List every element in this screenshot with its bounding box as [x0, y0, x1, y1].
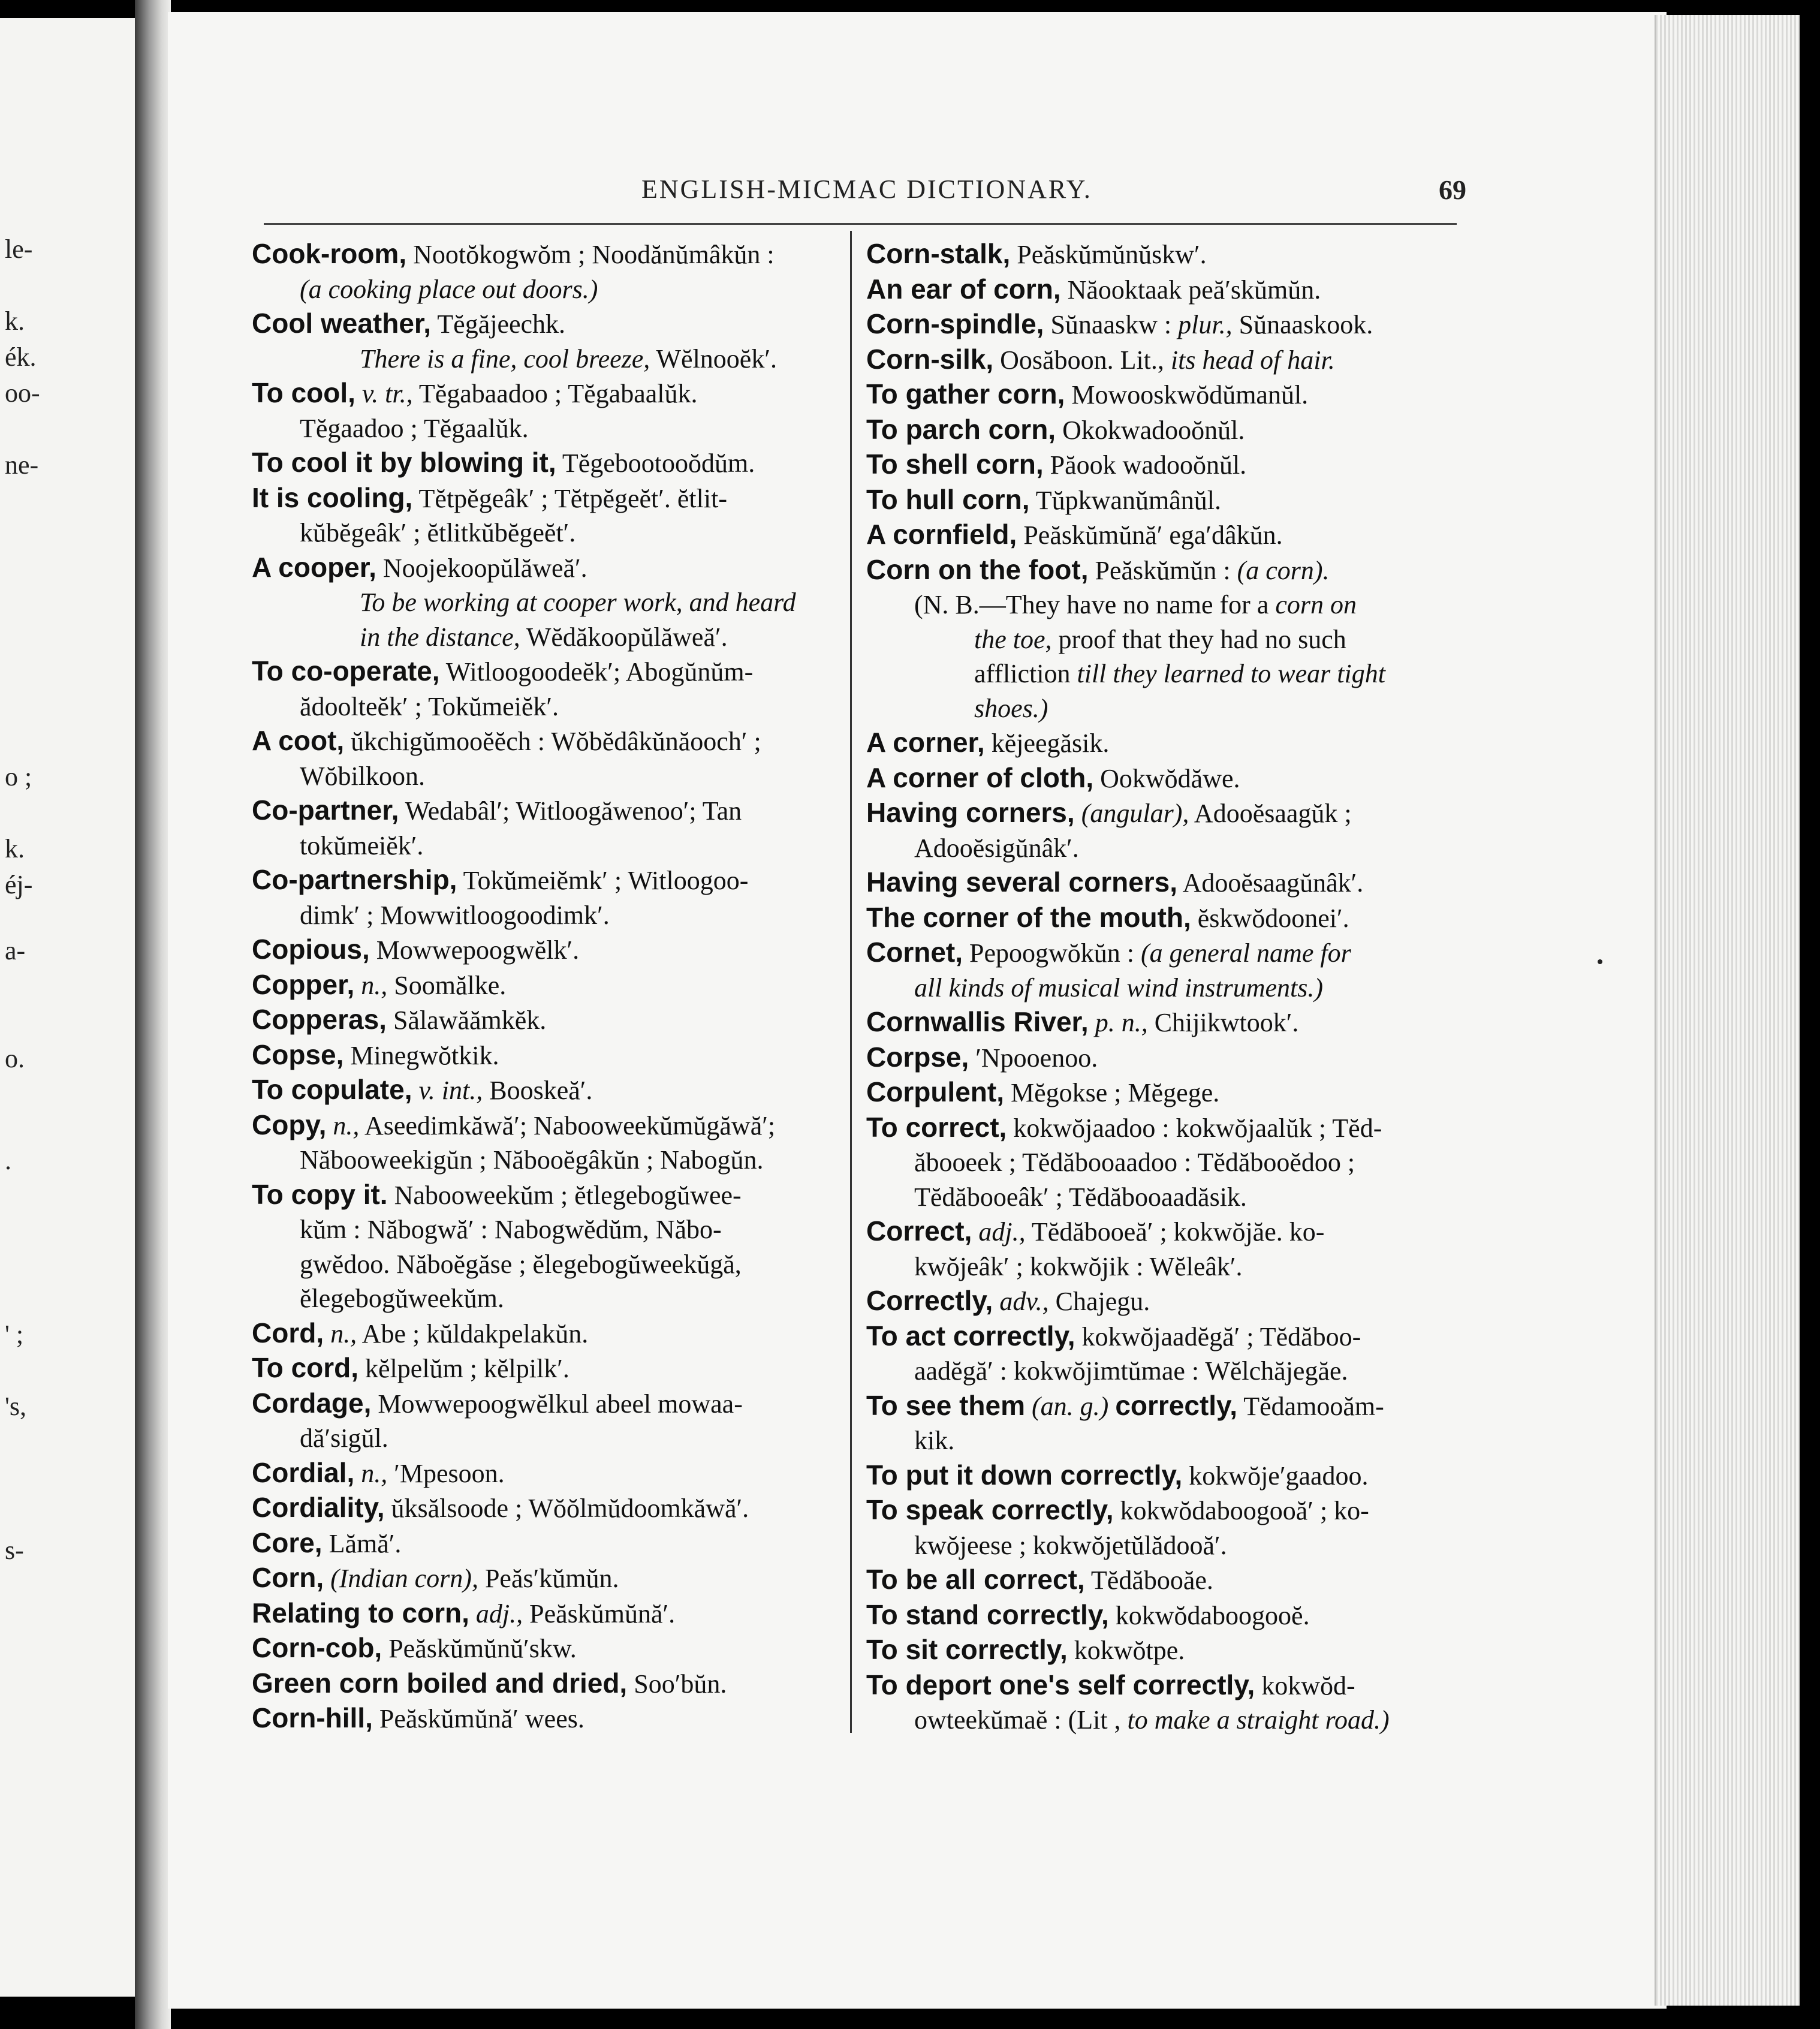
entry-headword-line: A corner, kĕjeegăsik. [866, 727, 1110, 758]
entry-headword-line: To act correctly, kokwŏjaadĕgă′ ; Tĕdăboo- [866, 1320, 1361, 1351]
entry-headword-line: Corn-hill, Peăskŭmŭnă′ wees. [252, 1702, 584, 1733]
entry-headword-line: Copious, Mowwepoogwĕlk′. [252, 934, 580, 965]
entry-headword-line: To cool it by blowing it, Tĕgebootooŏdŭm. [252, 447, 755, 478]
previous-page-fragment: le- [5, 234, 33, 264]
entry-continuation-line: ădoolteĕk′ ; Tokŭmeiĕk′. [300, 691, 559, 721]
entry-headword-line: Correct, adj., Tĕdăbooeă′ ; kokwŏjăe. ko- [866, 1215, 1325, 1247]
entry-headword-line: To be all correct, Tĕdăbooăe. [866, 1564, 1213, 1595]
entry-headword-line: Having corners, (angular), Adooĕsaagŭk ; [866, 797, 1352, 828]
dictionary-entry [866, 935, 1460, 1005]
previous-page-fragment: k. [5, 306, 25, 336]
entry-headword-line: To cool, v. tr., Tĕgabaadoo ; Tĕgabaalŭk. [252, 377, 698, 408]
dictionary-entry [866, 307, 1460, 342]
entry-continuation-line: tokŭmeiĕk′. [300, 830, 424, 860]
previous-page-fragment: o ; [5, 762, 32, 791]
entry-headword-line: Corn-spindle, Sŭnaaskw : plur., Sŭnaaskook. [866, 308, 1373, 339]
dictionary-entry [866, 1284, 1460, 1319]
entry-headword-line: To cord, kĕlpelŭm ; kĕlpilk′. [252, 1352, 569, 1383]
entry-continuation-line: dimk′ ; Mowwitloogoodimk′. [300, 900, 610, 930]
dictionary-entry [252, 932, 845, 968]
dictionary-entry [866, 517, 1460, 553]
dictionary-entry [252, 306, 845, 376]
dictionary-entry [252, 1178, 845, 1316]
entry-continuation-line: kwŏjeese ; kokwŏjetŭlădooă′. [914, 1530, 1227, 1560]
entry-headword-line: To speak correctly, kokwŏdaboogooă′ ; ko- [866, 1494, 1369, 1525]
dictionary-entry [866, 553, 1460, 726]
entry-headword-line: Correctly, adv., Chajegu. [866, 1285, 1150, 1316]
entry-continuation-line: ăbooeek ; Tĕdăbooaadoo : Tĕdăbooĕdoo ; [914, 1148, 1355, 1177]
entry-headword-line: Having several corners, Adooĕsaagŭnâk′. [866, 866, 1364, 898]
previous-page-fragment: k. [5, 834, 25, 863]
dictionary-entry [866, 447, 1460, 483]
entry-continuation-line: owteekŭmaĕ : (Lit , to make a straight road.) [914, 1705, 1390, 1735]
running-header: ENGLISH-MICMAC DICTIONARY. [641, 174, 1092, 204]
entry-headword-line: To see them (an. g.) correctly, Tĕdamooăm- [866, 1389, 1384, 1421]
entry-continuation-line: all kinds of musical wind instruments.) [914, 973, 1323, 1003]
dictionary-entry [252, 1631, 845, 1666]
dictionary-entry [866, 1598, 1460, 1633]
entry-continuation-line: dă′sigŭl. [300, 1423, 388, 1453]
dictionary-entry [866, 483, 1460, 518]
dictionary-entry [252, 1316, 845, 1351]
dictionary-entry [866, 1319, 1460, 1389]
entry-headword-line: Cordial, n., ′Mpesoon. [252, 1456, 505, 1488]
dictionary-entry [866, 901, 1460, 936]
entry-continuation-line: aadĕgă′ : kokwŏjimtŭmae : Wĕlchăjegăe. [914, 1356, 1348, 1386]
previous-page-fragment: ne- [5, 450, 39, 480]
entry-headword-line: Cool weather, Tĕgăjeechk. [252, 308, 566, 339]
dictionary-entry [252, 1526, 845, 1561]
entry-headword-line: Corn-stalk, Peăskŭmŭnŭskw′. [866, 238, 1207, 269]
entry-headword-line: To parch corn, Okokwadooŏnŭl. [866, 413, 1245, 445]
entry-headword-line: Co-partnership, Tokŭmeiĕmk′ ; Witloogoo- [252, 864, 749, 895]
previous-page-fragment: s- [5, 1536, 24, 1565]
entry-headword-line: Corn, (Indian corn), Peăs′kŭmŭn. [252, 1562, 619, 1593]
previous-page-fragment: . [5, 1146, 11, 1175]
entry-headword-line: Corn on the foot, Peăskŭmŭn : (a corn). [866, 553, 1330, 585]
entry-headword-line: To gather corn, Mowooskwŏdŭmanŭl. [866, 378, 1309, 410]
entry-continuation-line: in the distance, Wĕdăkoopŭlăweă′. [360, 622, 728, 652]
entry-headword-line: To shell corn, Păook wadooŏnŭl. [866, 448, 1247, 480]
entry-continuation-line: Adooĕsigŭnâk′. [914, 833, 1079, 863]
dictionary-entry [252, 1561, 845, 1596]
entry-continuation-line: affliction till they learned to wear tight [974, 659, 1385, 688]
entry-continuation-line: Tĕgaadoo ; Tĕgaalŭk. [300, 413, 529, 443]
previous-page-fragment: ék. [5, 342, 37, 372]
dictionary-entry [252, 376, 845, 445]
dictionary-entry [252, 724, 845, 793]
dictionary-entry [866, 725, 1460, 761]
entry-continuation-line: (a cooking place out doors.) [300, 274, 598, 304]
entry-continuation-line: gwĕdoo. Năboĕgăse ; ĕlegebogŭweekŭgă, [300, 1249, 742, 1279]
dictionary-entry [252, 237, 845, 306]
previous-page-fragment: o. [5, 1044, 25, 1073]
dictionary-entry [252, 1386, 845, 1456]
book-gutter [135, 0, 171, 2029]
entry-headword-line: Cornwallis River, p. n., Chijikwtook′. [866, 1006, 1299, 1037]
entry-headword-line: It is cooling, Tĕtpĕgeâk′ ; Tĕtpĕgeĕt′. ĕtlit- [252, 481, 727, 513]
entry-headword-line: To stand correctly, kokwŏdaboogooĕ. [866, 1598, 1310, 1630]
dictionary-entry [866, 1005, 1460, 1040]
entry-headword-line: To co-operate, Witloogoodeĕk′; Abogŭnŭm- [252, 655, 754, 687]
dictionary-entry [866, 1040, 1460, 1076]
entry-headword-line: To sit correctly, kokwŏtpe. [866, 1634, 1185, 1665]
dictionary-entry [866, 1389, 1460, 1458]
entry-headword-line: To correct, kokwŏjaadoo : kokwŏjaalŭk ; Tĕd- [866, 1111, 1382, 1143]
entry-headword-line: Core, Lămă′. [252, 1527, 402, 1558]
dictionary-entry [252, 1038, 845, 1073]
entry-headword-line: A corner of cloth, Ookwŏdăwe. [866, 761, 1240, 793]
dictionary-entry [866, 1458, 1460, 1494]
dictionary-entry [866, 377, 1460, 413]
entry-headword-line: Cordiality, ŭksălsoode ; Wŏŏlmŭdoomkăwă′. [252, 1492, 749, 1523]
right-column [866, 237, 1460, 1738]
entry-continuation-line: Năbooweekigŭn ; Năbooĕgâkŭn ; Nabogŭn. [300, 1145, 764, 1175]
entry-headword-line: Copper, n., Soomălke. [252, 968, 507, 1000]
previous-page-fragment: oo- [5, 378, 40, 408]
entry-headword-line: Cornet, Pepoogwŏkŭn : (a general name for [866, 937, 1351, 968]
previous-page-fragment: a- [5, 936, 26, 965]
dictionary-entry [866, 761, 1460, 796]
page-number: 69 [1439, 174, 1466, 205]
dictionary-entry [252, 481, 845, 550]
dictionary-entry [252, 1073, 845, 1108]
dictionary-entry [866, 1493, 1460, 1563]
entry-headword-line: Cook-room, Nootŏkogwŏm ; Noodănŭmâkŭn : [252, 238, 775, 269]
page-stack-edge [1656, 15, 1800, 2006]
entry-continuation-line: To be working at cooper work, and heard [360, 588, 796, 617]
previous-page-fragment: éj- [5, 870, 33, 899]
entry-headword-line: Corpse, ′Npooenoo. [866, 1041, 1098, 1073]
entry-continuation-line: kŭbĕgeâk′ ; ĕtlitkŭbĕgeĕt′. [300, 518, 576, 547]
dictionary-entry [866, 413, 1460, 448]
column-divider [850, 231, 852, 1733]
dictionary-entry [252, 793, 845, 863]
dictionary-entry [252, 1456, 845, 1491]
entry-headword-line: Co-partner, Wedabâl′; Witloogăwenoo′; Tan [252, 794, 742, 826]
dictionary-entry [866, 796, 1460, 865]
entry-headword-line: A coot, ŭkchigŭmooĕĕch : Wŏbĕdâkŭnăooch′ ; [252, 725, 761, 756]
dictionary-entry [252, 968, 845, 1003]
entry-headword-line: A cooper, Noojekoopŭlăweă′. [252, 551, 587, 583]
entry-headword-line: To deport one's self correctly, kokwŏd- [866, 1669, 1355, 1700]
dictionary-entry [252, 1596, 845, 1631]
entry-headword-line: Copperas, Sălawăămkĕk. [252, 1004, 547, 1035]
entry-headword-line: To copy it. Nabooweekŭm ; ĕtlegebogŭwee- [252, 1178, 742, 1210]
entry-continuation-line: shoes.) [974, 693, 1048, 723]
dictionary-entry [252, 1003, 845, 1038]
previous-page-fragment: ' ; [5, 1320, 24, 1349]
dictionary-entry [252, 1666, 845, 1702]
entry-continuation-line: kwŏjeâk′ ; kokwŏjik : Wĕleâk′. [914, 1251, 1243, 1281]
dictionary-entry [866, 1214, 1460, 1284]
left-column [252, 237, 845, 1736]
entry-continuation-line: (N. B.—They have no name for a corn on [914, 590, 1357, 619]
dictionary-entry [252, 445, 845, 481]
dictionary-entry [866, 342, 1460, 378]
dictionary-entry [866, 1668, 1460, 1738]
entry-continuation-line: the toe, proof that they had no such [974, 624, 1346, 654]
dictionary-entry [252, 1701, 845, 1736]
dictionary-entry [866, 237, 1460, 272]
entry-headword-line: A cornfield, Peăskŭmŭnă′ ega′dâkŭn. [866, 519, 1283, 550]
entry-continuation-line: kik. [914, 1426, 955, 1455]
entry-headword-line: Corn-cob, Peăskŭmŭnŭ′skw. [252, 1632, 577, 1663]
previous-page-fragment: 's, [5, 1392, 27, 1421]
entry-headword-line: Relating to corn, adj., Peăskŭmŭnă′. [252, 1597, 676, 1628]
entry-headword-line: Cordage, Mowwepoogwĕlkul abeel mowaa- [252, 1387, 743, 1419]
dictionary-entry [866, 272, 1460, 308]
entry-headword-line: To hull corn, Tŭpkwanŭmânŭl. [866, 483, 1221, 515]
entry-headword-line: Copy, n., Aseedimkăwă′; Nabooweekŭmŭgăwă′; [252, 1109, 776, 1140]
entry-headword-line: Copse, Minegwŏtkik. [252, 1038, 499, 1070]
entry-headword-line: Cord, n., Abe ; kŭldakpelakŭn. [252, 1317, 589, 1348]
entry-headword-line: The corner of the mouth, ĕskwŏdoonei′. [866, 901, 1349, 933]
entry-continuation-line: Tĕdăbooeâk′ ; Tĕdăbooaadăsik. [914, 1182, 1247, 1212]
entry-headword-line: Corn-silk, Oosăboon. Lit., its head of hair. [866, 343, 1335, 375]
dictionary-entry [866, 1563, 1460, 1598]
dictionary-entry [866, 1075, 1460, 1110]
dictionary-entry [252, 654, 845, 724]
dictionary-entry [252, 1108, 845, 1178]
entry-headword-line: Green corn boiled and dried, Soo′bŭn. [252, 1667, 727, 1699]
entry-continuation-line: kŭm : Năbogwă′ : Nabogwĕdŭm, Năbo- [300, 1215, 722, 1244]
entry-headword-line: To copulate, v. int., Booskeă′. [252, 1074, 593, 1105]
entry-headword-line: To put it down correctly, kokwŏje′gaadoo. [866, 1459, 1369, 1491]
dictionary-entry [866, 1633, 1460, 1668]
entry-headword-line: Corpulent, Mĕgokse ; Mĕgege. [866, 1076, 1220, 1107]
entry-continuation-line: Wŏbilkoon. [300, 761, 425, 791]
dictionary-entry [252, 550, 845, 655]
dictionary-entry [252, 863, 845, 932]
dictionary-entry [252, 1351, 845, 1386]
dictionary-entry [866, 1110, 1460, 1215]
entry-continuation-line: ĕlegebogŭweekŭm. [300, 1284, 504, 1313]
header-rule [264, 223, 1457, 225]
entry-headword-line: An ear of corn, Năooktaak peă′skŭmŭn. [866, 273, 1321, 305]
stray-mark [1598, 959, 1602, 964]
dictionary-entry [252, 1491, 845, 1526]
entry-continuation-line: There is a fine, cool breeze, Wĕlnooĕk′. [360, 344, 777, 374]
dictionary-entry [866, 865, 1460, 901]
